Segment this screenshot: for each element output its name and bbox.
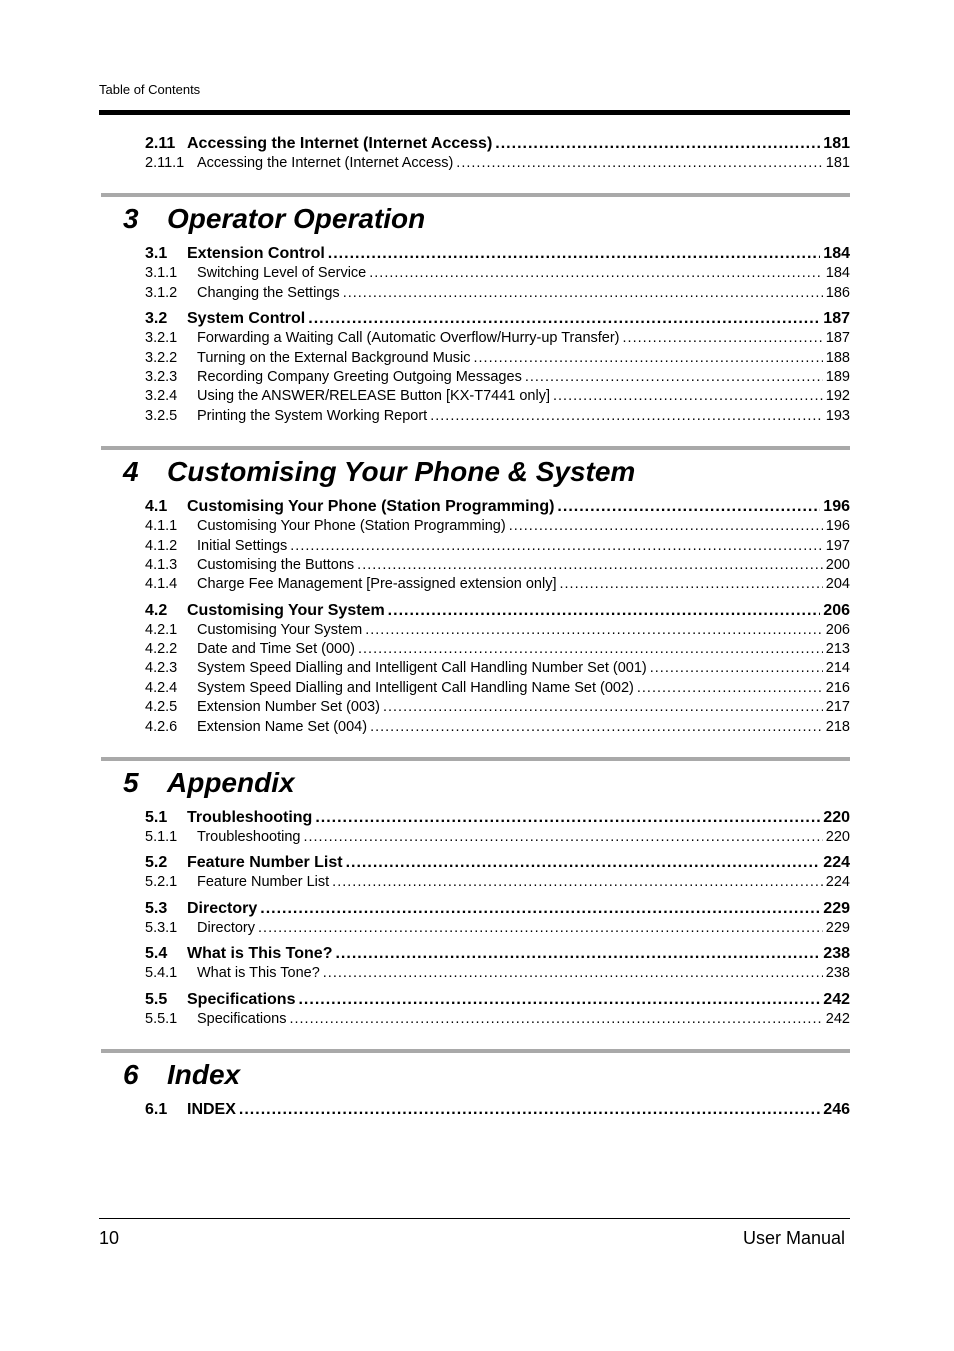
- toc-dot-leader: [559, 575, 822, 594]
- toc-entry-section[interactable]: [99, 898, 850, 919]
- toc-entry-title: Directory: [187, 899, 258, 917]
- toc-entry-title: Customising Your Phone (Station Programming): [187, 498, 555, 516]
- chapter-number: 5: [123, 767, 139, 799]
- toc-entry-section[interactable]: [99, 943, 850, 964]
- header-rule: [99, 110, 850, 115]
- toc-entry-title: INDEX: [187, 1100, 236, 1118]
- page-header-label: Table of Contents: [99, 82, 201, 97]
- toc-entry-number: 5.1: [145, 809, 168, 827]
- chapter-title: Appendix: [167, 767, 295, 799]
- toc-entry-page: 242: [825, 1010, 850, 1027]
- toc-entry-title: Charge Fee Management [Pre-assigned extension only]: [197, 576, 557, 593]
- toc-dot-leader: [357, 556, 823, 575]
- toc-entry-title: Troubleshooting: [197, 829, 301, 846]
- toc-entry-number: 3.2.3: [145, 368, 178, 385]
- footer-rule: [99, 1218, 850, 1219]
- toc-dot-leader: [358, 640, 823, 659]
- toc-entry-title: System Speed Dialling and Intelligent Call Handling Name Set (002): [197, 679, 634, 696]
- toc-entry-section[interactable]: [99, 807, 850, 828]
- toc-entry-subsection[interactable]: [99, 517, 850, 536]
- toc-entry-page: 246: [823, 1100, 850, 1118]
- toc-entry-number: 5.1.1: [145, 829, 178, 846]
- toc-entry-page: 216: [825, 679, 850, 696]
- toc-entry-subsection[interactable]: [99, 284, 850, 303]
- toc-dot-leader: [315, 807, 820, 828]
- chapter-title: Customising Your Phone & System: [167, 456, 636, 488]
- toc-entry-title: Customising Your System: [187, 601, 385, 619]
- toc-entry-subsection[interactable]: [99, 640, 850, 659]
- toc-entry-number: 3.1: [145, 245, 168, 263]
- toc-entry-number: 5.5.1: [145, 1010, 178, 1027]
- toc-dot-leader: [290, 537, 823, 556]
- toc-entry-subsection[interactable]: [99, 1010, 850, 1029]
- toc-entry-page: 224: [825, 874, 850, 891]
- toc-entry-subsection[interactable]: [99, 621, 850, 640]
- toc-entry-section[interactable]: [99, 1099, 850, 1120]
- toc-entry-page: 238: [825, 965, 850, 982]
- toc-entry-page: 189: [825, 368, 850, 385]
- toc-entry-title: Extension Number Set (003): [197, 699, 380, 716]
- toc-dot-leader: [370, 718, 823, 737]
- chapter-heading[interactable]: [123, 201, 850, 237]
- toc-entry-page: 220: [823, 809, 850, 827]
- toc-dot-leader: [509, 517, 823, 536]
- toc-chapter: [99, 757, 850, 1029]
- toc-entry-section[interactable]: [99, 852, 850, 873]
- toc-entry-number: 5.3.1: [145, 919, 178, 936]
- toc-dot-leader: [335, 943, 820, 964]
- toc-entry-subsection[interactable]: [99, 368, 850, 387]
- toc-entry-number: 3.1.2: [145, 284, 178, 301]
- toc-entry-page: 224: [823, 854, 850, 872]
- chapter-divider-rule: [101, 193, 850, 197]
- toc-entry-number: 5.5: [145, 990, 168, 1008]
- toc-entry-number: 6.1: [145, 1100, 168, 1118]
- toc-entry-number: 4.2.1: [145, 621, 178, 638]
- toc-entry-number: 5.2: [145, 854, 168, 872]
- chapter-heading[interactable]: [123, 454, 850, 490]
- toc-entry-number: 5.4.1: [145, 965, 178, 982]
- toc-dot-leader: [383, 698, 823, 717]
- toc-entry-number: 3.2: [145, 310, 168, 328]
- toc-entry-title: Accessing the Internet (Internet Access): [187, 135, 493, 152]
- toc-dot-leader: [456, 154, 823, 173]
- toc-dot-leader: [260, 898, 820, 919]
- toc-entry-section[interactable]: [99, 989, 850, 1010]
- toc-entry-subsection[interactable]: [99, 387, 850, 406]
- toc-entry-title: What is This Tone?: [187, 945, 333, 963]
- toc-dot-leader: [289, 1010, 822, 1029]
- toc-entry-title: Initial Settings: [197, 537, 288, 554]
- toc-entry-page: 196: [825, 518, 850, 535]
- toc-entry-subsection[interactable]: [99, 659, 850, 678]
- toc-entry-subsection[interactable]: [99, 964, 850, 983]
- toc-entry-number: 2.11.1: [145, 155, 185, 171]
- toc-dot-leader: [650, 659, 823, 678]
- toc-chapter: [99, 193, 850, 426]
- toc-entry-title: Directory: [197, 919, 256, 936]
- toc-entry-number: 4.2.5: [145, 699, 178, 716]
- toc-dot-leader: [298, 989, 820, 1010]
- footer-page-number: 10: [99, 1228, 120, 1248]
- toc-entry-title: Specifications: [197, 1010, 287, 1027]
- toc-entry-page: 213: [825, 641, 850, 658]
- toc-entry-page: 229: [823, 899, 850, 917]
- toc-entry-number: 4.1.3: [145, 556, 178, 573]
- chapter-number: 4: [123, 456, 139, 488]
- toc-entry-page: 229: [825, 919, 850, 936]
- toc-entry-page: 187: [823, 310, 850, 328]
- toc-dot-leader: [557, 496, 820, 517]
- toc-entry-title: Extension Name Set (004): [197, 718, 368, 735]
- chapter-title: Index: [167, 1058, 241, 1090]
- toc-entry-number: 4.1.4: [145, 576, 178, 593]
- chapter-title: Operator Operation: [167, 203, 426, 235]
- toc-entry-number: 5.4: [145, 945, 168, 963]
- toc-entry-section[interactable]: [99, 243, 850, 264]
- toc-entry-subsection[interactable]: [99, 537, 850, 556]
- toc-dot-leader: [369, 264, 823, 283]
- toc-entry-title: What is This Tone?: [197, 965, 320, 982]
- toc-entry-page: 218: [825, 718, 850, 735]
- toc-entry-page: 217: [825, 699, 850, 716]
- toc-entry-title: Date and Time Set (000): [197, 641, 355, 658]
- toc-entry-number: 3.2.5: [145, 407, 178, 424]
- toc-entry-page: 184: [823, 245, 850, 263]
- toc-entry-subsection[interactable]: [99, 919, 850, 938]
- toc-entry-subsection[interactable]: [99, 718, 850, 737]
- toc-entry-title: Customising Your System: [197, 621, 363, 638]
- toc-dot-leader: [388, 600, 821, 621]
- toc-content: [99, 128, 850, 1120]
- toc-entry-number: 4.1: [145, 498, 168, 516]
- toc-entry-page: 238: [823, 945, 850, 963]
- toc-entry-title: Customising Your Phone (Station Programming): [197, 518, 506, 535]
- toc-entry-page: 206: [823, 601, 850, 619]
- toc-entry-section[interactable]: [99, 308, 850, 329]
- toc-entry-section[interactable]: [99, 600, 850, 621]
- footer-manual-title: User Manual: [742, 1228, 845, 1248]
- toc-dot-leader: [258, 919, 823, 938]
- toc-entry-number: 4.2.2: [145, 641, 178, 658]
- toc-entry-number: 3.2.4: [145, 388, 178, 405]
- toc-entry-number: 5.2.1: [145, 874, 178, 891]
- toc-entry-page: 197: [825, 537, 850, 554]
- toc-entry-page: 220: [825, 829, 850, 846]
- toc-entry-number: 4.2: [145, 601, 168, 619]
- toc-entry-number: 5.3: [145, 899, 168, 917]
- toc-entry-subsection[interactable]: [99, 828, 850, 847]
- toc-entry-number: 4.2.4: [145, 679, 178, 696]
- chapter-divider-rule: [101, 757, 850, 761]
- toc-entry-number: 4.1.2: [145, 537, 178, 554]
- toc-entry-number: 4.2.6: [145, 718, 178, 735]
- toc-dot-leader: [623, 329, 823, 348]
- toc-entry-title: Forwarding a Waiting Call (Automatic Overflow/Hurry-up Transfer): [197, 330, 620, 347]
- toc-entry-page: 206: [825, 621, 850, 638]
- toc-entry-subsection[interactable]: [99, 407, 850, 426]
- toc-entry-title: System Control: [187, 310, 306, 328]
- toc-entry-subsection[interactable]: [99, 329, 850, 348]
- chapter-number: 3: [123, 203, 139, 235]
- toc-entry-title: Using the ANSWER/RELEASE Button [KX-T7441 only]: [197, 388, 550, 405]
- chapter-divider-rule: [101, 446, 850, 450]
- toc-dot-leader: [365, 621, 823, 640]
- toc-entry-page: 186: [825, 284, 850, 301]
- toc-entry-title: Accessing the Internet (Internet Access): [197, 155, 454, 171]
- toc-entry-page: 242: [823, 990, 850, 1008]
- toc-entry-number: 4.1.1: [145, 518, 178, 535]
- toc-dot-leader: [637, 679, 823, 698]
- toc-entry-number: 4.2.3: [145, 660, 178, 677]
- toc-entry-title: Troubleshooting: [187, 809, 313, 827]
- toc-entry-title: Changing the Settings: [197, 284, 340, 301]
- chapter-number: 6: [123, 1058, 139, 1090]
- toc-entry-subsection[interactable]: [99, 575, 850, 594]
- toc-dot-leader: [303, 828, 822, 847]
- toc-entry-title: Feature Number List: [197, 874, 330, 891]
- toc-intro: [99, 133, 850, 173]
- toc-entry-page: 188: [825, 349, 850, 366]
- toc-dot-leader: [239, 1099, 820, 1120]
- toc-entry-title: Printing the System Working Report: [197, 407, 428, 424]
- toc-dot-leader: [328, 243, 821, 264]
- toc-entry-page: 214: [825, 660, 850, 677]
- toc-dot-leader: [332, 873, 823, 892]
- toc-entry-number: 3.2.2: [145, 349, 178, 366]
- toc-sections: [99, 193, 850, 1120]
- toc-entry-title: Customising the Buttons: [197, 556, 355, 573]
- toc-entry-number: 2.11: [145, 135, 176, 152]
- toc-entry-title: Specifications: [187, 990, 296, 1008]
- toc-entry-subsection[interactable]: [99, 349, 850, 368]
- toc-entry-page: 200: [825, 556, 850, 573]
- toc-dot-leader: [430, 407, 823, 426]
- toc-entry-subsection[interactable]: [99, 873, 850, 892]
- toc-entry-number: 3.1.1: [145, 265, 178, 282]
- toc-entry-section[interactable]: [99, 496, 850, 517]
- toc-entry-title: System Speed Dialling and Intelligent Call Handling Number Set (001): [197, 660, 647, 677]
- toc-entry-page: 187: [825, 330, 850, 347]
- toc-entry-title: Recording Company Greeting Outgoing Messages: [197, 368, 522, 385]
- toc-entry-subsection[interactable]: [99, 698, 850, 717]
- toc-entry-page: 196: [823, 498, 850, 516]
- toc-dot-leader: [525, 368, 823, 387]
- toc-entry-page: 181: [823, 135, 850, 152]
- toc-entry-page: 192: [825, 388, 850, 405]
- toc-dot-leader: [346, 852, 821, 873]
- toc-dot-leader: [553, 387, 823, 406]
- chapter-divider-rule: [101, 1049, 850, 1053]
- toc-entry-title: Switching Level of Service: [197, 265, 367, 282]
- toc-entry-subsection[interactable]: [99, 264, 850, 283]
- toc-dot-leader: [474, 349, 823, 368]
- toc-entry-section[interactable]: [99, 133, 850, 154]
- toc-entry-subsection[interactable]: [99, 679, 850, 698]
- toc-entry-title: Turning on the External Background Music: [197, 349, 471, 366]
- toc-chapter: [99, 446, 850, 737]
- toc-entry-page: 181: [825, 155, 850, 171]
- toc-entry-subsection[interactable]: [99, 154, 850, 173]
- toc-dot-leader: [495, 133, 820, 154]
- toc-entry-title: Feature Number List: [187, 854, 343, 872]
- toc-entry-page: 184: [825, 265, 850, 282]
- toc-entry-title: Extension Control: [187, 245, 325, 263]
- chapter-heading[interactable]: [123, 765, 850, 801]
- toc-chapter: [99, 1049, 850, 1120]
- toc-entry-number: 3.2.1: [145, 330, 178, 347]
- toc-dot-leader: [343, 284, 823, 303]
- toc-dot-leader: [323, 964, 823, 983]
- toc-entry-page: 204: [825, 576, 850, 593]
- toc-dot-leader: [308, 308, 820, 329]
- toc-entry-subsection[interactable]: [99, 556, 850, 575]
- toc-entry-page: 193: [825, 407, 850, 424]
- chapter-heading[interactable]: [123, 1057, 850, 1093]
